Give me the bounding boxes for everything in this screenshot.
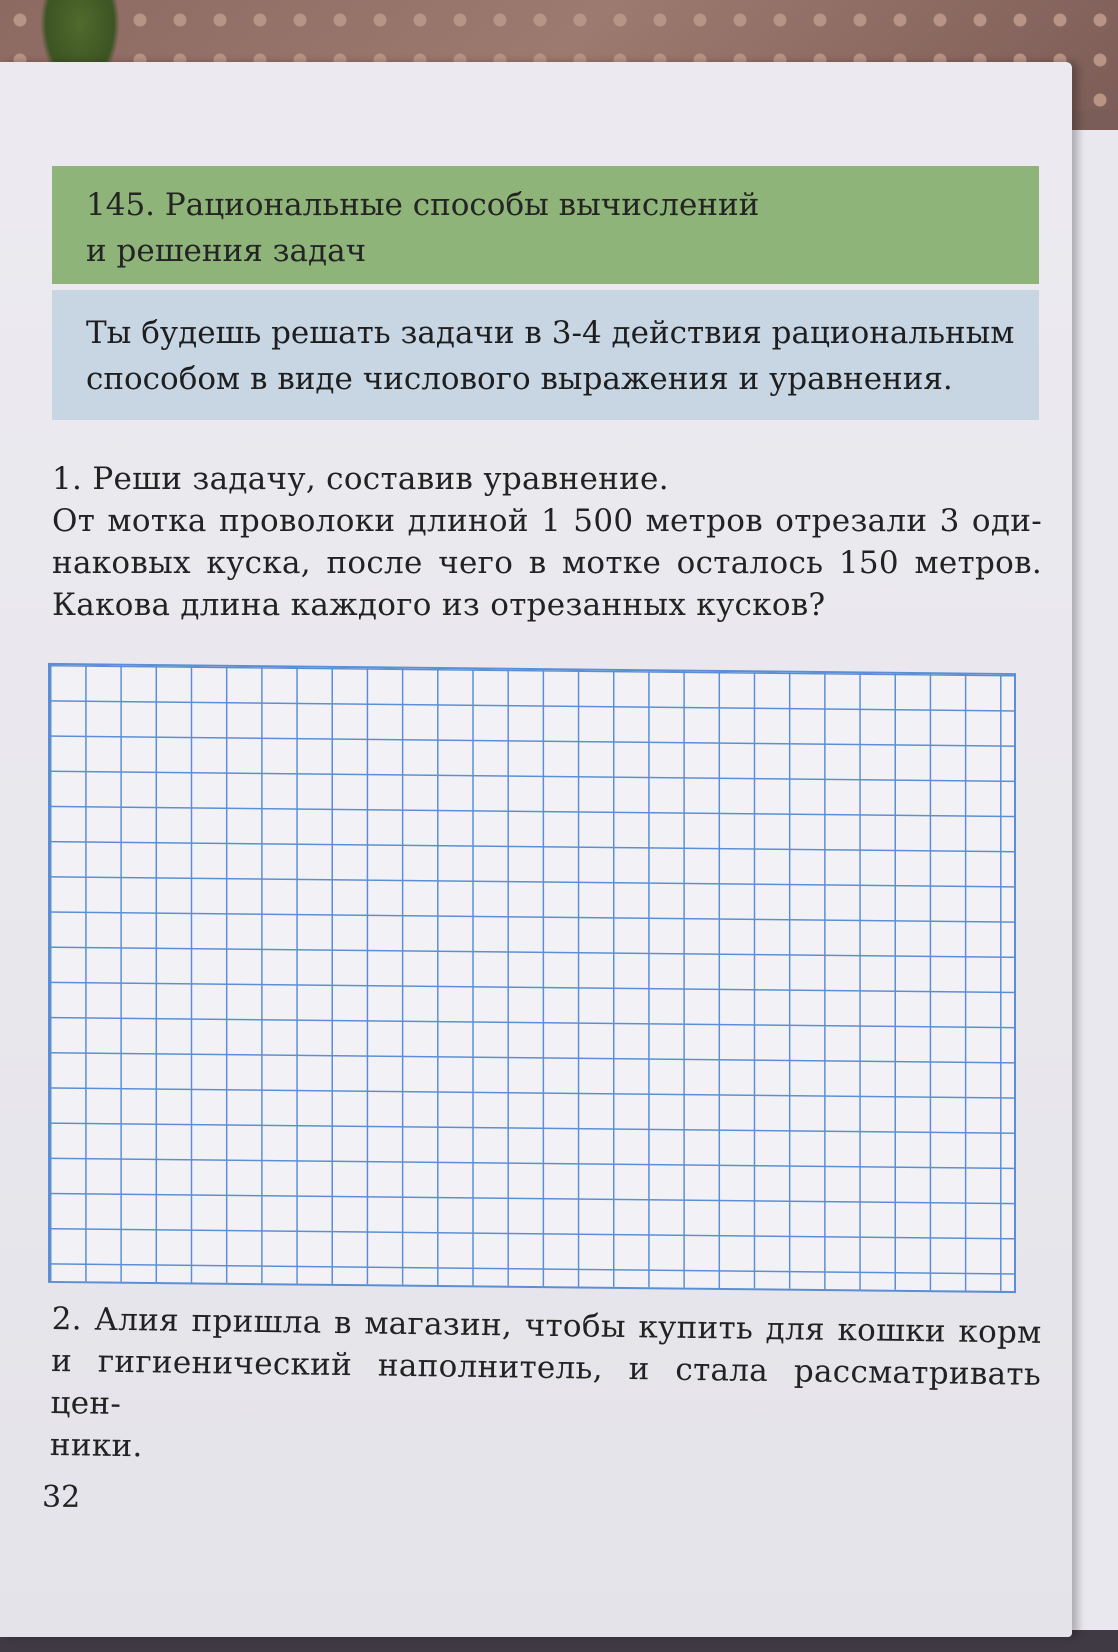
lesson-goal-line-2: способом в виде числового выражения и уравнения. bbox=[86, 361, 953, 397]
task-1-heading: 1. Реши задачу, составив уравнение. bbox=[52, 461, 669, 497]
task-1-line-1: От мотка проволоки длиной 1 500 метров отрезали 3 оди- bbox=[52, 503, 1042, 539]
task-1-line-2: наковых куска, после чего в мотке осталось 150 метров. bbox=[52, 545, 1042, 581]
lesson-title bbox=[86, 182, 986, 274]
page-number: 32 bbox=[42, 1480, 81, 1515]
lesson-title-line-2: и решения задач bbox=[86, 233, 367, 269]
lesson-goal-text bbox=[86, 310, 1026, 402]
task-2-line-3: ники. bbox=[49, 1426, 143, 1465]
lesson-goal-line-1: Ты будешь решать задачи в 3-4 действия рациональным bbox=[86, 315, 1015, 351]
task-2 bbox=[50, 1298, 1042, 1480]
task-2-line-1: 2. Алия пришла в магазин, чтобы купить для кошки корм bbox=[51, 1300, 1042, 1351]
task-2-line-2: и гигиенический наполнитель, и стала рассматривать цен- bbox=[50, 1342, 1042, 1422]
answer-grid[interactable] bbox=[48, 663, 1016, 1293]
lesson-title-line-1: 145. Рациональные способы вычислений bbox=[86, 187, 760, 223]
task-1-line-3: Какова длина каждого из отрезанных кусков? bbox=[52, 587, 826, 623]
task-1 bbox=[52, 458, 1042, 626]
